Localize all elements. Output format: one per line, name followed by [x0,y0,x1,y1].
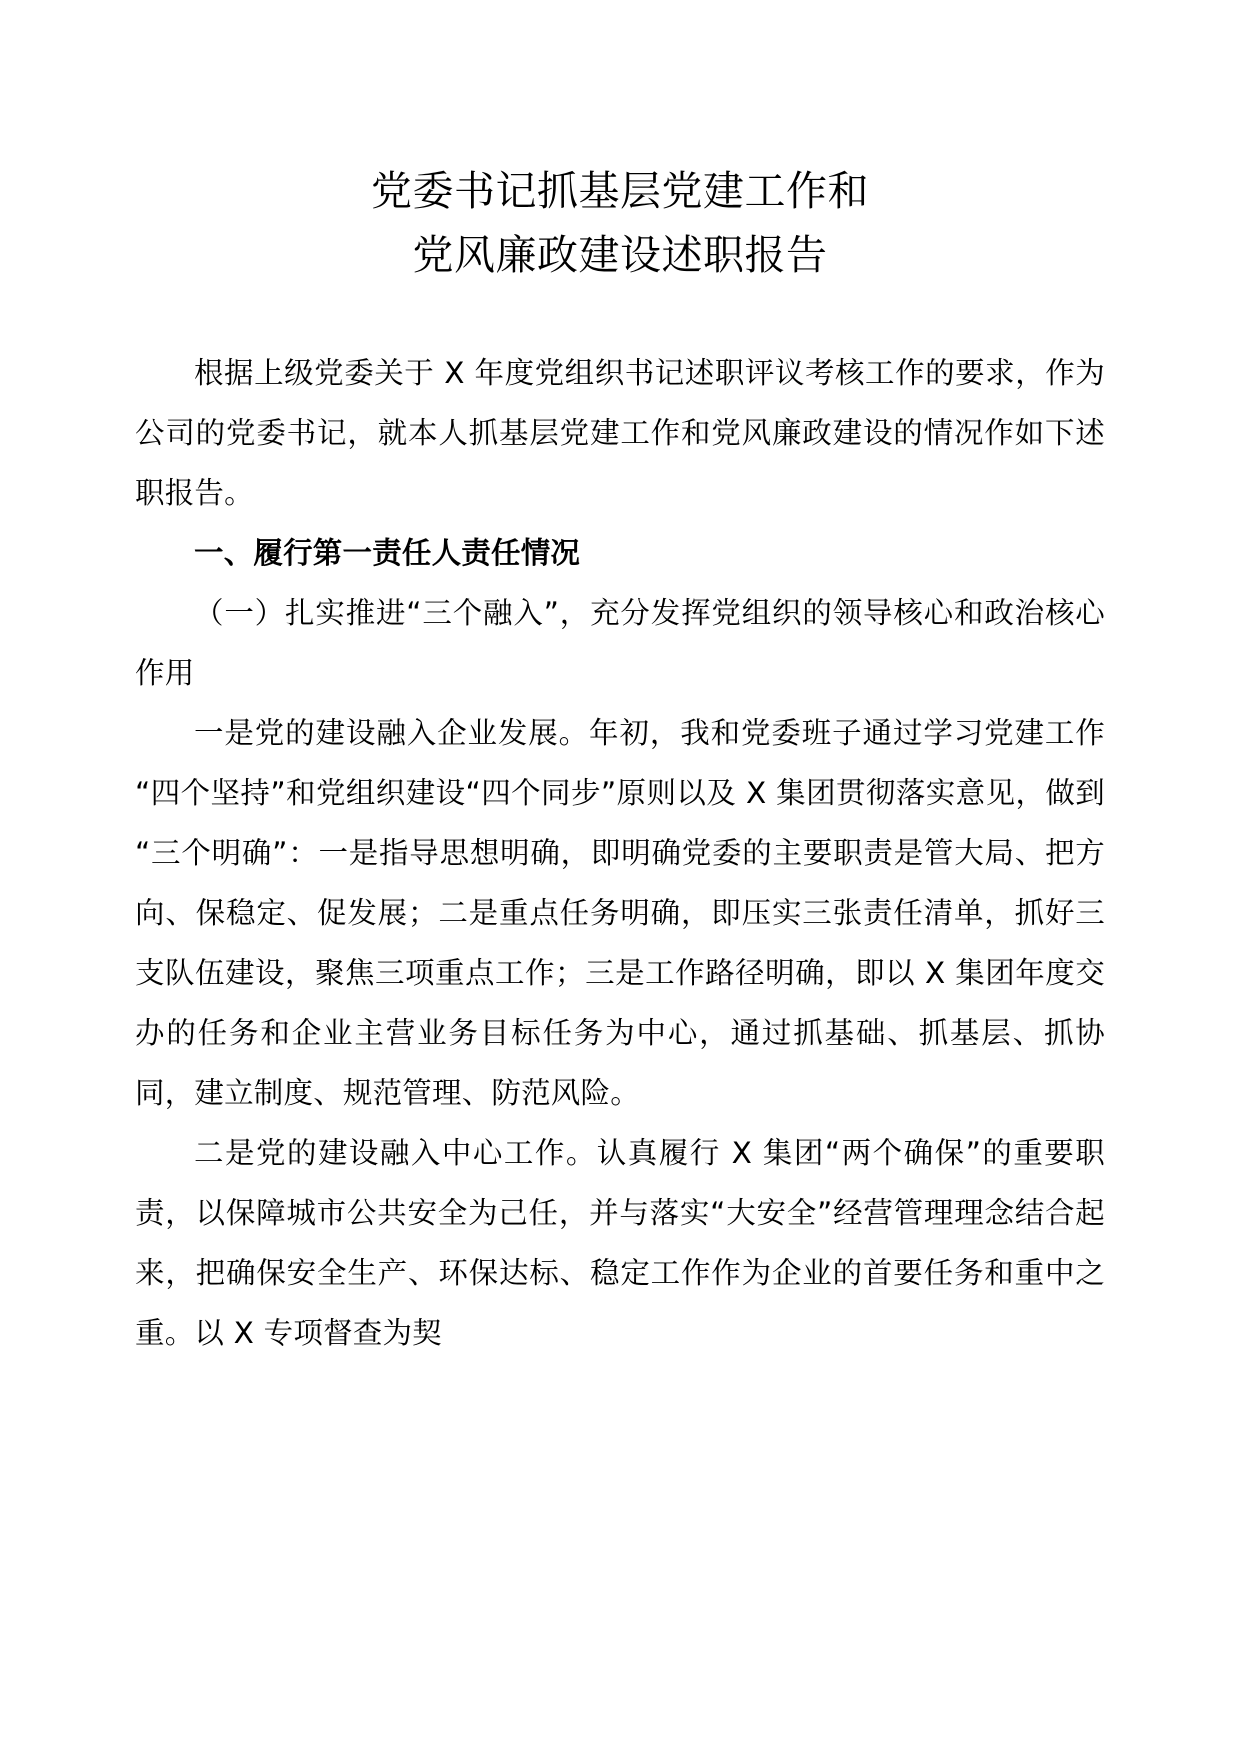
paragraph-intro: 根据上级党委关于 X 年度党组织书记述职评议考核工作的要求，作为公司的党委书记，就本人抓基层党建工作和党风廉政建设的情况作如下述职报告。 [135,356,1105,511]
document-body [135,343,1105,1363]
title-line-2: 党风廉政建设述职报告 [412,230,828,279]
paragraph-point-2: 二是党的建设融入中心工作。认真履行 X 集团“两个确保”的重要职责，以保障城市公共安全为己任，并与落实“大安全”经营管理理念结合起来，把确保安全生产、环保达标、稳定工作作为企业的首要任务和重中之重。以 X 专项督查为契 [135,1136,1105,1351]
subsection-heading-1-1: （一）扎实推进“三个融入”，充分发挥党组织的领导核心和政治核心作用 [135,596,1105,691]
section-heading-1: 一、履行第一责任人责任情况 [194,536,581,571]
paragraph-point-1: 一是党的建设融入企业发展。年初，我和党委班子通过学习党建工作“四个坚持”和党组织建设“四个同步”原则以及 X 集团贯彻落实意见，做到“三个明确”：一是指导思想明确，即明确党委的主要职责是管大局、把方向、保稳定、促发展；二是重点任务明确，即压实三张责任清单，抓好三支队伍建设，聚焦三项重点工作；三是工作路径明确，即以 X 集团年度交办的任务和企业主营业务目标任务为中心，通过抓基础、抓基层、抓协同，建立制度、规范管理、防范风险。 [135,716,1105,1111]
page-title [135,0,1105,287]
title-line-1: 党委书记抓基层党建工作和 [371,167,869,215]
